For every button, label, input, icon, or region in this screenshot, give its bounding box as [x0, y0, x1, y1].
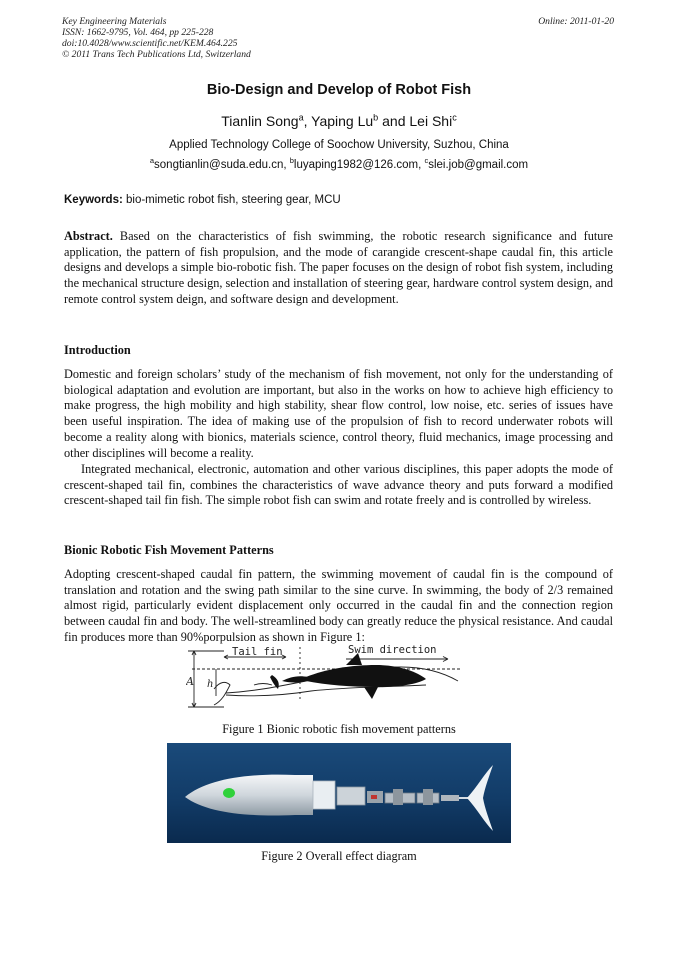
author-list [0, 113, 678, 129]
author-affil-mark: a [298, 112, 304, 123]
abstract-text: Based on the characteristics of fish swimming, the robotic research significance and future application, the pattern of fish propulsion, and the mode of carangide crescent-shape caudal fin, this article designs and develops a simple bio-robotic fish. The paper focuses on the design of robot fish system, including the mechanical structure design, selection and installation of steering gear, hardware control system design, and remote control system deign, and software design and development. [64, 229, 613, 306]
email-list [0, 156, 678, 171]
email-mark: b [289, 156, 294, 166]
section-heading-introduction: Introduction [64, 343, 131, 357]
journal-doi: doi:10.4028/www.scientific.net/KEM.464.225 [62, 38, 238, 49]
journal-issn: ISSN: 1662-9795, Vol. 464, pp 225-228 [62, 27, 214, 38]
abstract [64, 229, 613, 308]
figure-1-label-height: h [207, 679, 214, 690]
battery-compartment [313, 781, 335, 809]
figure-1-diagram [186, 641, 466, 713]
figure-2-caption: Figure 2 Overall effect diagram [261, 849, 417, 863]
fish-eye [223, 788, 235, 798]
figure-1-caption: Figure 1 Bionic robotic fish movement patterns [222, 722, 456, 736]
author-name: Yaping Lu [311, 113, 374, 129]
figure-1-label-amplitude: A [186, 675, 194, 688]
author-affil-mark: c [452, 112, 457, 123]
intro-paragraph-1: Domestic and foreign scholars’ study of the mechanism of fish movement, not only for the understanding of biological adaptation and evolution are important, but also in the works on how to achieve high efficiency to make progress, the high mobility and high stability, shear flow control, low noise, etc. series of issues have been useful inspiration. The idea of making use of the propulsion of fish to record underwater robots will become a reality along with bionics, materials science, control theory, fluid mechanics, image processing and other disciplines will become a reality. [64, 367, 613, 460]
author-name: Lei Shi [409, 113, 453, 129]
email-mark: a [149, 156, 155, 166]
fish-body [306, 665, 426, 687]
online-date: Online: 2011-01-20 [538, 16, 614, 27]
journal-header [62, 16, 251, 60]
intro-paragraph-2: Integrated mechanical, electronic, automation and other various disciplines, this paper adopts the mode of crescent-shaped tail fin, combines the characteristics of wave advance theory and puts forward a modified crescent-shaped tail fin fish. The simple robot fish can swim and rotate freely and is controlled by wireless. [64, 462, 613, 508]
figure-2-render [167, 743, 511, 843]
author-name: Tianlin Song [221, 113, 299, 129]
email-mark: c [424, 156, 429, 166]
keywords-label: Keywords: [64, 194, 123, 206]
affiliation: Applied Technology College of Soochow University, Suzhou, China [169, 139, 509, 151]
journal-copyright: © 2011 Trans Tech Publications Ltd, Switzerland [62, 49, 251, 60]
email-address: slei.job@gmail.com [428, 159, 529, 171]
journal-name: Key Engineering Materials [62, 16, 167, 27]
paper-title: Bio-Design and Develop of Robot Fish [206, 82, 472, 98]
section-heading-movement: Bionic Robotic Fish Movement Patterns [64, 543, 274, 557]
email-address: luyaping1982@126.com, [293, 159, 425, 171]
author-affil-mark: b [373, 112, 379, 123]
keywords-text: bio-mimetic robot fish, steering gear, MCU [122, 194, 341, 206]
author-separator: , [303, 113, 312, 129]
keywords [64, 194, 341, 206]
figure-1-label-swim: Swim direction [348, 644, 437, 656]
email-address: songtianlin@suda.edu.cn, [154, 159, 290, 171]
author-separator: and [378, 113, 410, 129]
figure-1-label-tail: Tail fin [232, 646, 283, 658]
abstract-label: Abstract. [64, 229, 113, 243]
movement-paragraph: Adopting crescent-shaped caudal fin pattern, the swimming movement of caudal fin is the compound of translation and rotation and the swing path similar to the sine curve. In swimming, the body of 2/3 remained almost rigid, particularly evident displacement only occurred in the caudal fin and the connection region between caudal fin and body. The well-streamlined body can greatly reduce the physical resistance. And caudal fin produces more than 90%porpulsion as shown in Figure 1: [64, 567, 613, 644]
